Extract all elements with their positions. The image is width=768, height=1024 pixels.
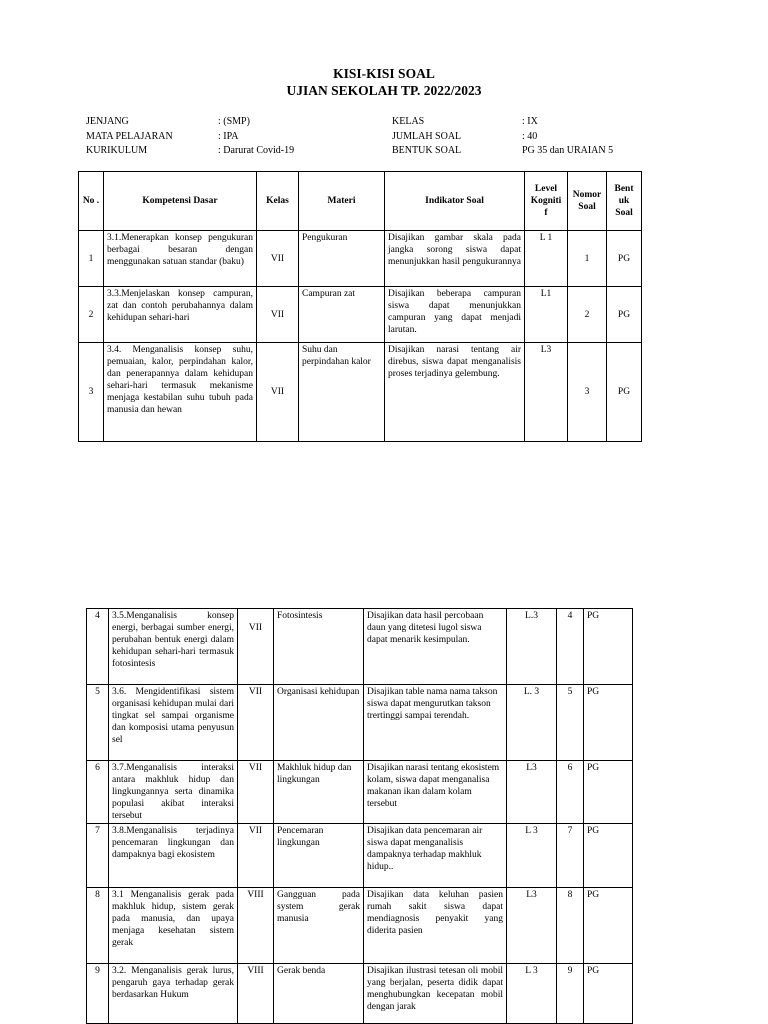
row-bentuk: PG bbox=[584, 964, 633, 1024]
table-row bbox=[79, 287, 642, 343]
row-level: L3 bbox=[507, 761, 557, 824]
row-materi: Organisasi kehidupan bbox=[274, 685, 364, 761]
row-kelas: VII bbox=[257, 231, 299, 287]
row-kompetensi: 3.5.Menganalisis konsep energi, berbagai sumber energi, perubahan bentuk energi dalam kehidupan sehari-hari termasuk fotosintesis bbox=[109, 609, 238, 685]
header-no: No . bbox=[79, 172, 104, 231]
row-no: 5 bbox=[87, 685, 109, 761]
row-nomor: 5 bbox=[557, 685, 584, 761]
jumlah-value: : 40 bbox=[522, 130, 538, 142]
row-nomor: 3 bbox=[568, 343, 607, 442]
row-indikator: Disajikan ilustrasi tetesan oli mobil yang berjalan, peserta didik dapat menghubungkan kecepatan mobil dengan jarak bbox=[364, 964, 507, 1024]
row-nomor: 8 bbox=[557, 888, 584, 964]
row-level: L3 bbox=[507, 888, 557, 964]
row-bentuk: PG bbox=[584, 888, 633, 964]
header-bentuk-soal: Bent uk Soal bbox=[607, 172, 642, 231]
row-indikator: Disajikan narasi tentang air direbus, siswa dapat menganalisis proses terjadinya gelembung. bbox=[385, 343, 525, 442]
table-row bbox=[79, 343, 642, 442]
row-materi: Suhu dan perpindahan kalor bbox=[299, 343, 385, 442]
row-materi: Gangguan pada system gerak manusia bbox=[274, 888, 364, 964]
row-nomor: 1 bbox=[568, 231, 607, 287]
row-materi: Pencemaran lingkungan bbox=[274, 824, 364, 888]
row-kelas: VII bbox=[238, 761, 274, 824]
row-nomor: 9 bbox=[557, 964, 584, 1024]
kisi-kisi-table-page-2 bbox=[86, 608, 633, 1024]
row-kelas: VIII bbox=[238, 964, 274, 1024]
header-indikator-soal: Indikator Soal bbox=[385, 172, 525, 231]
row-kelas: VIII bbox=[238, 888, 274, 964]
jumlah-label: JUMLAH SOAL bbox=[392, 130, 462, 142]
row-kompetensi: 3.2. Menganalisis gerak lurus, pengaruh gaya terhadap gerak berdasarkan Hukum bbox=[109, 964, 238, 1024]
row-nomor: 7 bbox=[557, 824, 584, 888]
row-kelas: VII bbox=[238, 824, 274, 888]
row-bentuk: PG bbox=[584, 609, 633, 685]
row-bentuk: PG bbox=[607, 231, 642, 287]
mapel-label: MATA PELAJARAN bbox=[86, 130, 173, 142]
row-kelas: VII bbox=[257, 343, 299, 442]
table-row bbox=[79, 231, 642, 287]
info-block bbox=[86, 116, 632, 160]
row-kompetensi: 3.3.Menjelaskan konsep campuran, zat dan contoh perubahannya dalam kehidupan sehari-hari bbox=[104, 287, 257, 343]
jenjang-label: JENJANG bbox=[86, 116, 129, 127]
document-subtitle: UJIAN SEKOLAH TP. 2022/2023 bbox=[286, 83, 482, 98]
row-kompetensi: 3.8.Menganalisis terjadinya pencemaran lingkungan dan dampaknya bagi ekosistem bbox=[109, 824, 238, 888]
jenjang-value: : (SMP) bbox=[218, 116, 250, 127]
kisi-kisi-table-page-1 bbox=[78, 171, 642, 442]
row-kelas: VII bbox=[257, 287, 299, 343]
table-row bbox=[87, 609, 633, 685]
row-bentuk: PG bbox=[584, 685, 633, 761]
row-indikator: Disajikan table nama nama takson siswa dapat mengurutkan takson trertinggi sampai terendah. bbox=[364, 685, 507, 761]
row-indikator: Disajikan gambar skala pada jangka sorong siswa dapat menunjukkan hasil pengukurannya bbox=[385, 231, 525, 287]
row-kompetensi: 3.4. Menganalisis konsep suhu, pemuaian, kalor, perpindahan kalor, dan penerapannya dalam kehidupan sehari-hari termasuk mekanisme menjaga kestabilan suhu tubuh pada manusia dan hewan bbox=[104, 343, 257, 442]
kurikulum-value: : Darurat Covid-19 bbox=[218, 145, 295, 156]
kurikulum-label: KURIKULUM bbox=[86, 145, 148, 156]
row-nomor: 4 bbox=[557, 609, 584, 685]
row-materi: Campuran zat bbox=[299, 287, 385, 343]
table-row bbox=[87, 761, 633, 824]
row-nomor: 6 bbox=[557, 761, 584, 824]
row-kompetensi: 3.7.Menganalisis interaksi antara makhluk hidup dan lingkungannya serta dinamika populasi akibat interaksi tersebut bbox=[109, 761, 238, 824]
row-no: 9 bbox=[87, 964, 109, 1024]
row-no: 4 bbox=[87, 609, 109, 685]
row-kompetensi: 3.1 Menganalisis gerak pada makhluk hidup, sistem gerak pada manusia, dan upaya menjaga kesehatan sistem gerak bbox=[109, 888, 238, 964]
table-row bbox=[87, 964, 633, 1024]
row-bentuk: PG bbox=[607, 287, 642, 343]
row-indikator: Disajikan data keluhan pasien rumah sakit siswa dapat mendiagnosis penyakit yang diderita pasien bbox=[364, 888, 507, 964]
kelas-value: : IX bbox=[522, 116, 538, 127]
kelas-label: KELAS bbox=[392, 116, 425, 127]
row-level: L 1 bbox=[525, 231, 568, 287]
row-no: 3 bbox=[79, 343, 104, 442]
row-bentuk: PG bbox=[584, 761, 633, 824]
row-level: L. 3 bbox=[507, 685, 557, 761]
row-indikator: Disajikan narasi tentang ekosistem kolam, siswa dapat menganalisa makanan ikan dalam kolam tersebut bbox=[364, 761, 507, 824]
table-row bbox=[87, 824, 633, 888]
row-level: L3 bbox=[525, 343, 568, 442]
bentuk-label: BENTUK SOAL bbox=[392, 145, 462, 156]
row-level: L 3 bbox=[507, 824, 557, 888]
row-level: L1 bbox=[525, 287, 568, 343]
row-nomor: 2 bbox=[568, 287, 607, 343]
document-title: KISI-KISI SOAL bbox=[333, 66, 435, 81]
row-materi: Fotosintesis bbox=[274, 609, 364, 685]
row-kelas: VII bbox=[238, 685, 274, 761]
mapel-value: : IPA bbox=[218, 130, 239, 142]
row-bentuk: PG bbox=[607, 343, 642, 442]
row-materi: Gerak benda bbox=[274, 964, 364, 1024]
row-no: 7 bbox=[87, 824, 109, 888]
row-no: 6 bbox=[87, 761, 109, 824]
header-materi: Materi bbox=[299, 172, 385, 231]
row-no: 8 bbox=[87, 888, 109, 964]
row-materi: Makhluk hidup dan lingkungan bbox=[274, 761, 364, 824]
row-kelas: VII bbox=[238, 609, 274, 685]
header-kelas: Kelas bbox=[257, 172, 299, 231]
table-row bbox=[87, 685, 633, 761]
row-materi: Pengukuran bbox=[299, 231, 385, 287]
bentuk-value: PG 35 dan URAIAN 5 bbox=[522, 145, 614, 156]
row-no: 1 bbox=[79, 231, 104, 287]
row-indikator: Disajikan data pencemaran air siswa dapat menganalisis dampaknya terhadap makhluk hidup.. bbox=[364, 824, 507, 888]
row-indikator: Disajikan beberapa campuran siswa dapat menunjukkan campuran yang dapat menjadi larutan. bbox=[385, 287, 525, 343]
row-kompetensi: 3.1.Menerapkan konsep pengukuran berbagai besaran dengan menggunakan satuan standar (baku) bbox=[104, 231, 257, 287]
row-level: L.3 bbox=[507, 609, 557, 685]
row-level: L 3 bbox=[507, 964, 557, 1024]
row-kompetensi: 3.6. Mengidentifikasi sistem organisasi kehidupan mulai dari tingkat sel sampai organisme dan komposisi utama penyusun sel bbox=[109, 685, 238, 761]
row-bentuk: PG bbox=[584, 824, 633, 888]
header-level-kognitif: Level Kogniti f bbox=[525, 172, 568, 231]
header-kompetensi-dasar: Kompetensi Dasar bbox=[104, 172, 257, 231]
header-nomor-soal: Nomor Soal bbox=[568, 172, 607, 231]
table-row bbox=[87, 888, 633, 964]
row-indikator: Disajikan data hasil percobaan daun yang ditetesi lugol siswa dapat menarik kesimpulan. bbox=[364, 609, 507, 685]
row-no: 2 bbox=[79, 287, 104, 343]
